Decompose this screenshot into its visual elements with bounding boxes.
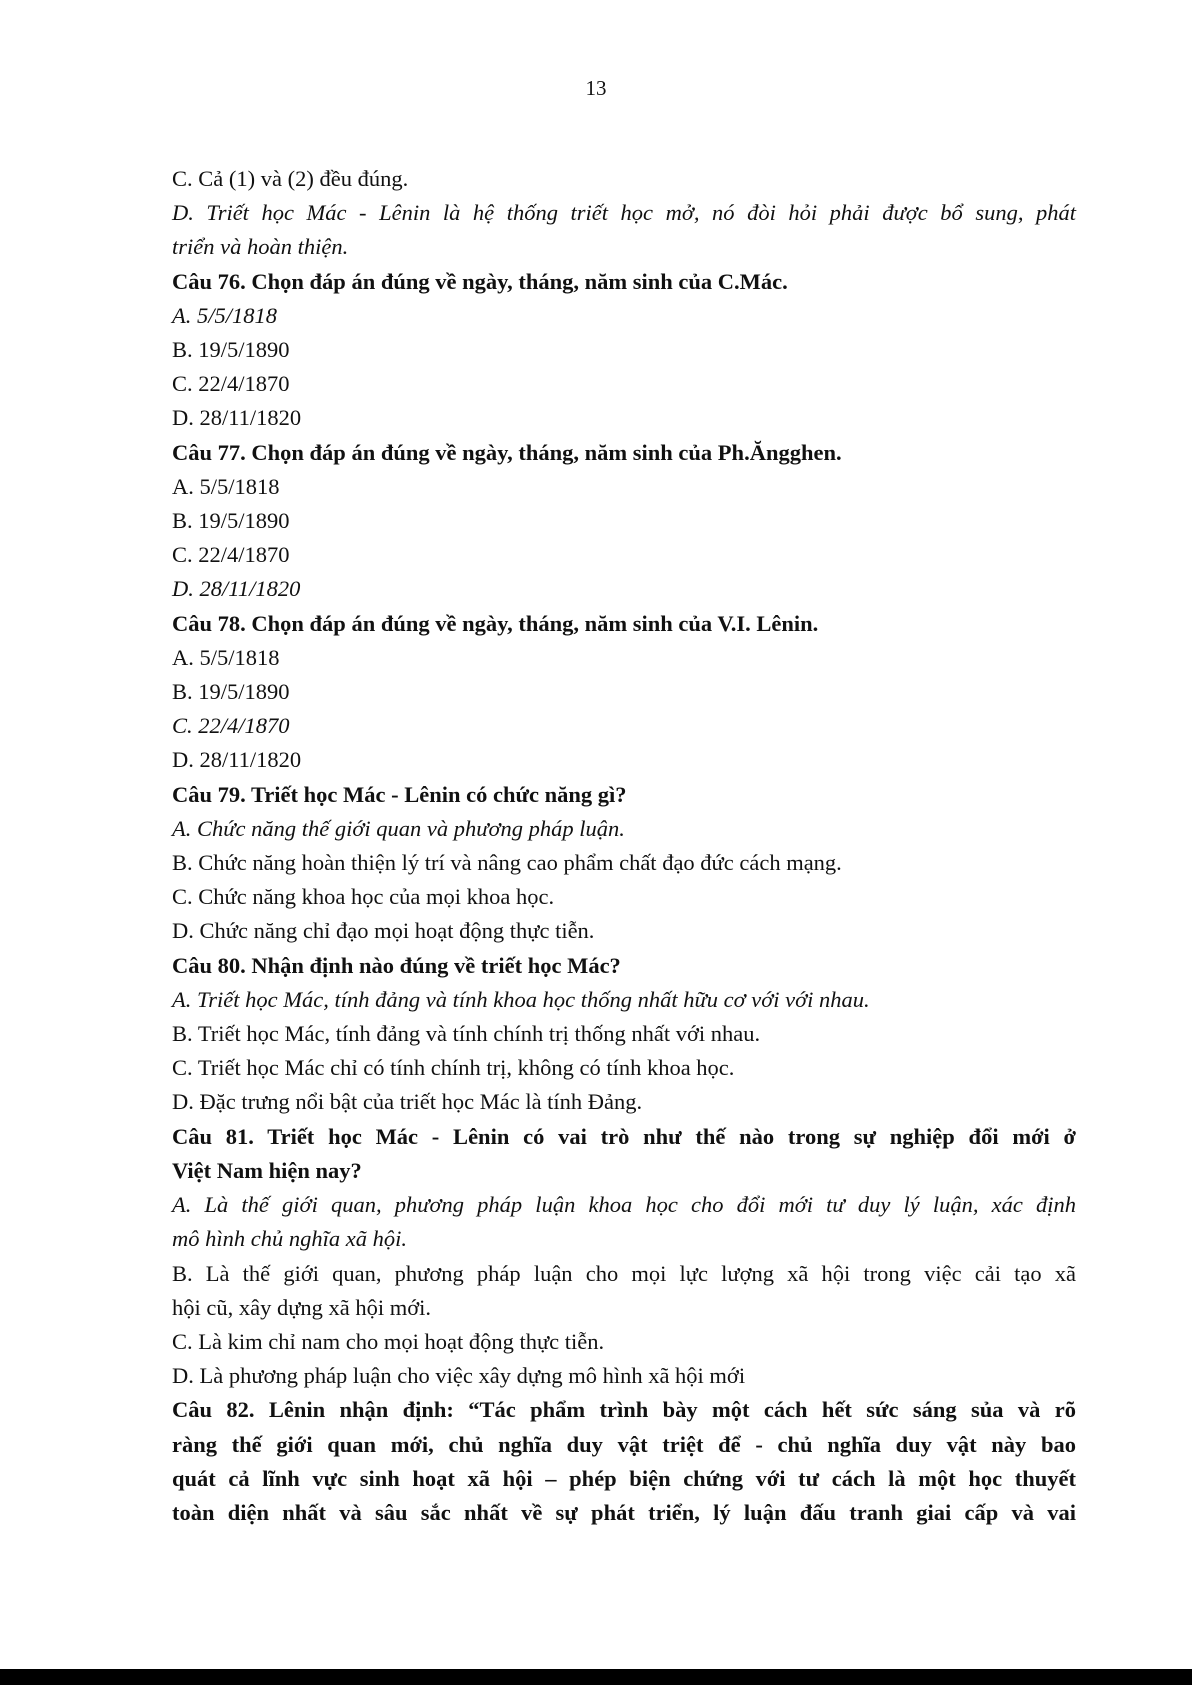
answer-option: C. Triết học Mác chỉ có tính chính trị, không có tính khoa học. xyxy=(172,1055,735,1081)
correct-answer: A. Là thế giới quan, phương pháp luận khoa học cho đổi mới tư duy lý luận, xác định xyxy=(172,1192,1076,1218)
answer-option: B. Là thế giới quan, phương pháp luận cho mọi lực lượng xã hội trong việc cải tạo xã xyxy=(172,1260,1076,1286)
correct-answer: A. Triết học Mác, tính đảng và tính khoa học thống nhất hữu cơ với với nhau. xyxy=(172,986,870,1012)
answer-option: B. Chức năng hoàn thiện lý trí và nâng cao phẩm chất đạo đức cách mạng. xyxy=(172,850,842,876)
correct-answer: A. 5/5/1818 xyxy=(172,302,277,328)
correct-answer-continued: triển và hoàn thiện. xyxy=(172,234,349,260)
answer-option: C. 22/4/1870 xyxy=(172,371,290,397)
question-82-continued: quát cả lĩnh vực sinh hoạt xã hội – phép biện chứng với tư cách là một học thuyết xyxy=(172,1465,1076,1491)
correct-answer: A. Chức năng thế giới quan và phương pháp luận. xyxy=(172,815,625,841)
question-78: Câu 78. Chọn đáp án đúng về ngày, tháng, năm sinh của V.I. Lênin. xyxy=(172,610,819,636)
answer-option: D. Là phương pháp luận cho việc xây dựng mô hình xã hội mới xyxy=(172,1363,746,1389)
question-81-continued: Việt Nam hiện nay? xyxy=(172,1157,362,1183)
answer-option: D. Đặc trưng nổi bật của triết học Mác là tính Đảng. xyxy=(172,1089,643,1115)
question-80: Câu 80. Nhận định nào đúng về triết học Mác? xyxy=(172,952,621,978)
question-77: Câu 77. Chọn đáp án đúng về ngày, tháng, năm sinh của Ph.Ăngghen. xyxy=(172,439,842,465)
question-81: Câu 81. Triết học Mác - Lênin có vai trò như thế nào trong sự nghiệp đổi mới ở xyxy=(172,1123,1076,1149)
answer-option: B. 19/5/1890 xyxy=(172,679,290,705)
question-82: Câu 82. Lênin nhận định: “Tác phẩm trình bày một cách hết sức sáng sủa và rõ xyxy=(172,1397,1076,1423)
answer-option: D. 28/11/1820 xyxy=(172,405,302,431)
document-body xyxy=(172,162,1076,1530)
answer-option: B. Triết học Mác, tính đảng và tính chính trị thống nhất với nhau. xyxy=(172,1021,761,1047)
correct-answer: D. 28/11/1820 xyxy=(172,576,301,602)
correct-answer: C. 22/4/1870 xyxy=(172,713,290,739)
answer-option: C. Cả (1) và (2) đều đúng. xyxy=(172,166,409,191)
correct-answer-continued: mô hình chủ nghĩa xã hội. xyxy=(172,1226,407,1252)
answer-option: B. 19/5/1890 xyxy=(172,337,290,363)
answer-option-continued: hội cũ, xây dựng xã hội mới. xyxy=(172,1294,432,1320)
question-76: Câu 76. Chọn đáp án đúng về ngày, tháng, năm sinh của C.Mác. xyxy=(172,268,788,294)
question-82-continued: ràng thế giới quan mới, chủ nghĩa duy vật triệt để - chủ nghĩa duy vật này bao xyxy=(172,1431,1076,1457)
answer-option: B. 19/5/1890 xyxy=(172,508,290,534)
correct-answer: D. Triết học Mác - Lênin là hệ thống triết học mở, nó đòi hỏi phải được bổ sung, phát xyxy=(172,200,1076,226)
bottom-border xyxy=(0,1669,1192,1685)
answer-option: D. Chức năng chỉ đạo mọi hoạt động thực tiễn. xyxy=(172,918,595,944)
answer-option: A. 5/5/1818 xyxy=(172,473,280,499)
answer-option: C. Chức năng khoa học của mọi khoa học. xyxy=(172,884,555,910)
question-79: Câu 79. Triết học Mác - Lênin có chức năng gì? xyxy=(172,781,627,807)
question-82-continued: toàn diện nhất và sâu sắc nhất về sự phát triển, lý luận đấu tranh giai cấp và vai xyxy=(172,1499,1076,1525)
page-number: 13 xyxy=(585,76,607,100)
answer-option: A. 5/5/1818 xyxy=(172,644,280,670)
answer-option: C. 22/4/1870 xyxy=(172,542,290,568)
answer-option: D. 28/11/1820 xyxy=(172,747,302,773)
answer-option: C. Là kim chỉ nam cho mọi hoạt động thực tiễn. xyxy=(172,1328,605,1354)
